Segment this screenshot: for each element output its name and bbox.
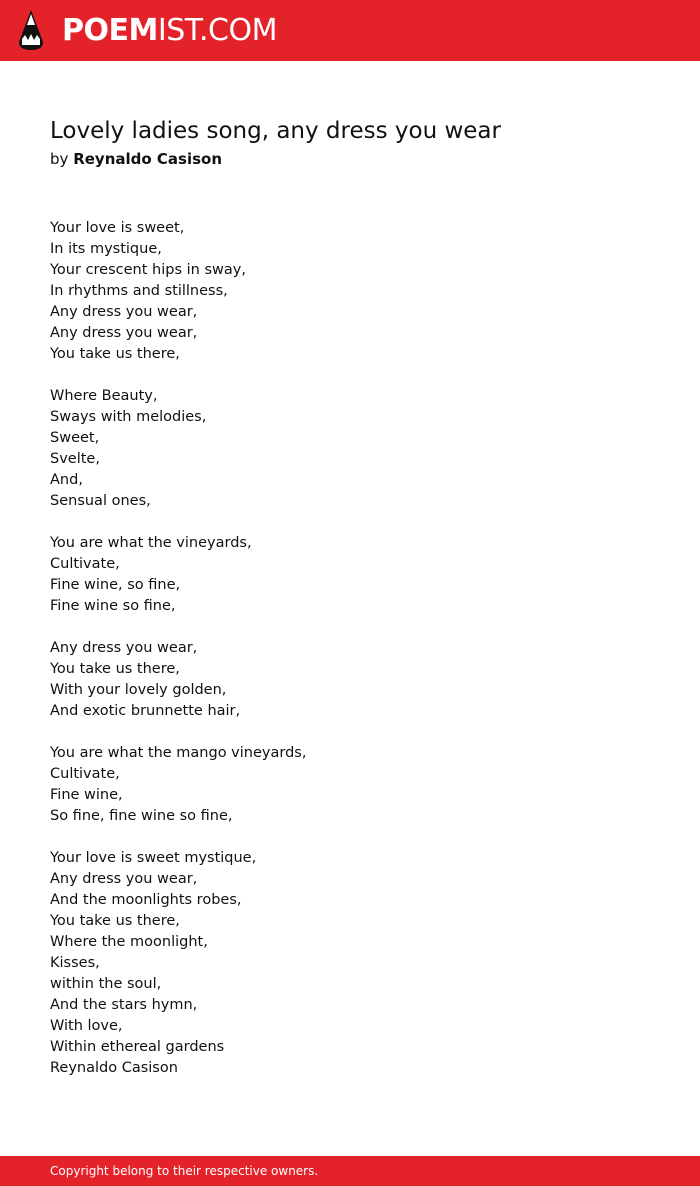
poem-line: With love, xyxy=(50,1018,123,1034)
poem-line: And, xyxy=(50,472,83,488)
poem-line: In rhythms and stillness, xyxy=(50,283,228,299)
poem-stanza xyxy=(50,743,650,827)
poem-stanza xyxy=(50,386,650,512)
poem-line: Sways with melodies, xyxy=(50,409,207,425)
poem-line: So fine, fine wine so fine, xyxy=(50,808,233,824)
poem-line: Any dress you wear, xyxy=(50,304,198,320)
poem-line: Kisses, xyxy=(50,955,100,971)
poem-line: You take us there, xyxy=(50,661,180,677)
poem-line: Cultivate, xyxy=(50,766,120,782)
poem-line: Svelte, xyxy=(50,451,100,467)
logo-brand-light: IST.COM xyxy=(157,13,277,48)
poem-line: Your love is sweet, xyxy=(50,220,185,236)
poem-line: Where Beauty, xyxy=(50,388,158,404)
poem-line: Your crescent hips in sway, xyxy=(50,262,246,278)
poem-line: You are what the vineyards, xyxy=(50,535,252,551)
poem-line: Within ethereal gardens xyxy=(50,1039,225,1055)
poem-line: Sensual ones, xyxy=(50,493,151,509)
poem-line: Cultivate, xyxy=(50,556,120,572)
poem-stanza xyxy=(50,638,650,722)
by-label: by xyxy=(50,150,69,168)
logo-brand-bold: POEM xyxy=(62,13,158,48)
poem-line: Where the moonlight, xyxy=(50,934,208,950)
pencil-tip-icon[interactable] xyxy=(16,9,46,51)
poem-line: Fine wine, so fine, xyxy=(50,577,181,593)
poem-line: Reynaldo Casison xyxy=(50,1060,178,1076)
poem-line: Fine wine so fine, xyxy=(50,598,176,614)
poem-line: Any dress you wear, xyxy=(50,640,198,656)
poem-line: Fine wine, xyxy=(50,787,123,803)
site-footer xyxy=(0,1156,700,1186)
site-header xyxy=(0,0,700,61)
poem-line: You take us there, xyxy=(50,346,180,362)
poem-body xyxy=(50,218,650,1100)
site-logo[interactable] xyxy=(62,13,277,49)
poem-line: And exotic brunnette hair, xyxy=(50,703,241,719)
poem-line: And the moonlights robes, xyxy=(50,892,242,908)
poem-line: Sweet, xyxy=(50,430,100,446)
poem-line: Any dress you wear, xyxy=(50,325,198,341)
poem-line: within the soul, xyxy=(50,976,162,992)
byline xyxy=(50,148,222,170)
poem-line: And the stars hymn, xyxy=(50,997,198,1013)
poem-line: With your lovely golden, xyxy=(50,682,227,698)
poem-stanza xyxy=(50,533,650,617)
poem-line: In its mystique, xyxy=(50,241,162,257)
poem-line: Any dress you wear, xyxy=(50,871,198,887)
author-name: Reynaldo Casison xyxy=(73,150,223,168)
copyright-notice: Copyright belong to their respective owners. xyxy=(50,1164,319,1178)
poem-line: You take us there, xyxy=(50,913,180,929)
poem-title: Lovely ladies song, any dress you wear xyxy=(50,118,501,144)
poem-line: You are what the mango vineyards, xyxy=(50,745,307,761)
poem-line: Your love is sweet mystique, xyxy=(50,850,257,866)
poem-stanza xyxy=(50,848,650,1079)
poem-stanza xyxy=(50,218,650,365)
